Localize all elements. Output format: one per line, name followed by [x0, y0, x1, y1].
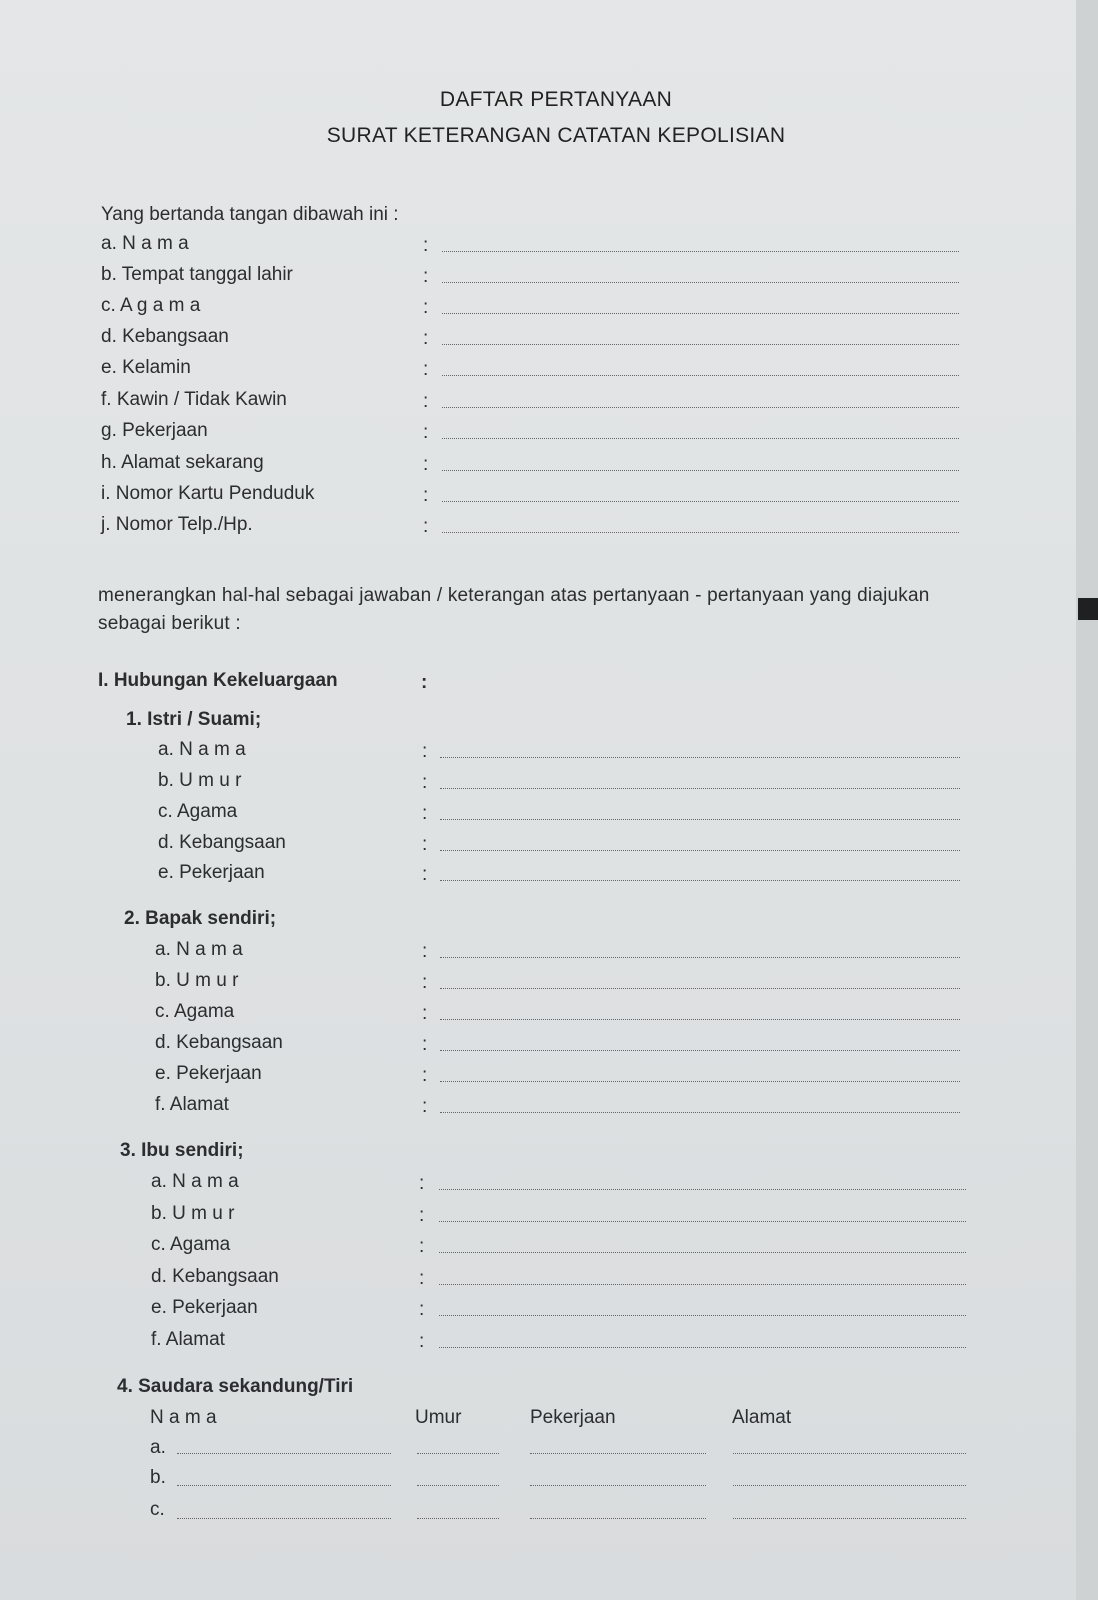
answer-line-alamat[interactable] [442, 470, 959, 471]
field-label: b. U m u r [151, 1203, 235, 1224]
field-colon: : [423, 359, 429, 380]
field-colon: : [422, 941, 428, 962]
sibling-row-label: c. [150, 1499, 165, 1520]
paper-edge-background [1076, 0, 1098, 1600]
form-subtitle: SURAT KETERANGAN CATATAN KEPOLISIAN [326, 124, 786, 147]
field-colon: : [422, 972, 428, 993]
answer-line-agama[interactable] [442, 313, 959, 314]
subsection-heading-father: 2. Bapak sendiri; [124, 908, 277, 929]
field-colon: : [419, 1173, 425, 1194]
field-label: d. Kebangsaan [158, 832, 286, 853]
field-label: e. Pekerjaan [158, 862, 265, 883]
field-label: h. Alamat sekarang [101, 452, 264, 473]
field-colon: : [419, 1299, 425, 1320]
field-label: c. Agama [151, 1234, 231, 1255]
field-colon: : [419, 1268, 425, 1289]
sibling-alamat-line[interactable] [733, 1453, 966, 1454]
answer-line[interactable] [439, 1284, 966, 1285]
answer-line-telp[interactable] [442, 532, 959, 533]
sibling-nama-line[interactable] [177, 1453, 391, 1454]
field-colon: : [422, 1096, 428, 1117]
field-label: a. N a m a [101, 233, 189, 254]
sibling-row-label: b. [150, 1467, 166, 1488]
sibling-alamat-line[interactable] [733, 1485, 966, 1486]
field-label: f. Alamat [155, 1094, 229, 1115]
field-colon: : [423, 235, 429, 256]
field-label: b. U m u r [158, 770, 242, 791]
field-label: i. Nomor Kartu Penduduk [101, 483, 315, 504]
subsection-heading-siblings: 4. Saudara sekandung/Tiri [117, 1376, 354, 1397]
sibling-pekerjaan-line[interactable] [530, 1485, 706, 1486]
field-colon: : [423, 516, 429, 537]
answer-line-kelamin[interactable] [442, 375, 959, 376]
field-label: e. Pekerjaan [151, 1297, 258, 1318]
sibling-nama-line[interactable] [177, 1485, 391, 1486]
sibling-row-label: a. [150, 1437, 166, 1458]
field-colon: : [422, 1003, 428, 1024]
field-colon: : [423, 266, 429, 287]
field-label: d. Kebangsaan [151, 1266, 279, 1287]
subsection-heading-spouse: 1. Istri / Suami; [126, 709, 262, 730]
answer-line[interactable] [440, 757, 960, 758]
field-colon: : [422, 741, 428, 762]
answer-line[interactable] [440, 1050, 960, 1051]
answer-line[interactable] [439, 1347, 966, 1348]
siblings-col-nama: N a m a [150, 1407, 217, 1428]
answer-line-ktp[interactable] [442, 501, 959, 502]
field-label: c. Agama [155, 1001, 235, 1022]
field-label: j. Nomor Telp./Hp. [101, 514, 253, 535]
answer-line[interactable] [440, 788, 960, 789]
answer-line[interactable] [439, 1315, 966, 1316]
answer-line[interactable] [440, 880, 960, 881]
field-label: f. Alamat [151, 1329, 225, 1350]
field-colon: : [422, 772, 428, 793]
field-label: b. Tempat tanggal lahir [101, 264, 293, 285]
field-label: d. Kebangsaan [155, 1032, 283, 1053]
subsection-heading-mother: 3. Ibu sendiri; [120, 1140, 244, 1161]
answer-line[interactable] [440, 1081, 960, 1082]
field-label: a. N a m a [151, 1171, 239, 1192]
answer-line-nama[interactable] [442, 251, 959, 252]
field-label: e. Pekerjaan [155, 1063, 262, 1084]
sibling-umur-line[interactable] [417, 1518, 499, 1519]
intro-text: Yang bertanda tangan dibawah ini : [101, 204, 399, 225]
binder-clip-mark [1078, 598, 1098, 620]
field-label: d. Kebangsaan [101, 326, 229, 347]
field-colon: : [419, 1236, 425, 1257]
answer-line[interactable] [440, 1019, 960, 1020]
field-colon: : [423, 328, 429, 349]
answer-line[interactable] [440, 957, 960, 958]
field-label: a. N a m a [155, 939, 243, 960]
answer-line[interactable] [439, 1252, 966, 1253]
field-colon: : [422, 864, 428, 885]
statement-paragraph: menerangkan hal-hal sebagai jawaban / keterangan atas pertanyaan - pertanyaan yang diajukan sebagai berikut : [98, 585, 930, 634]
field-colon: : [423, 391, 429, 412]
field-label: f. Kawin / Tidak Kawin [101, 389, 287, 410]
siblings-col-umur: Umur [415, 1407, 462, 1428]
answer-line[interactable] [440, 850, 960, 851]
sibling-pekerjaan-line[interactable] [530, 1453, 706, 1454]
siblings-col-alamat: Alamat [732, 1407, 792, 1428]
sibling-umur-line[interactable] [417, 1453, 499, 1454]
answer-line-kawin[interactable] [442, 407, 959, 408]
answer-line-tempat-tanggal-lahir[interactable] [442, 282, 959, 283]
answer-line-pekerjaan[interactable] [442, 438, 959, 439]
section-heading-hubungan: I. Hubungan Kekeluargaan [98, 670, 338, 691]
field-label: g. Pekerjaan [101, 420, 208, 441]
sibling-pekerjaan-line[interactable] [530, 1518, 706, 1519]
field-colon: : [419, 1331, 425, 1352]
sibling-alamat-line[interactable] [733, 1518, 966, 1519]
answer-line[interactable] [440, 988, 960, 989]
field-colon: : [423, 485, 429, 506]
section-colon: : [421, 672, 428, 693]
form-title: DAFTAR PERTANYAAN [439, 88, 673, 111]
answer-line[interactable] [440, 1112, 960, 1113]
siblings-col-pekerjaan: Pekerjaan [530, 1407, 616, 1428]
answer-line[interactable] [440, 819, 960, 820]
field-label: b. U m u r [155, 970, 239, 991]
field-label: e. Kelamin [101, 357, 191, 378]
field-colon: : [422, 1065, 428, 1086]
answer-line[interactable] [439, 1189, 966, 1190]
answer-line[interactable] [439, 1221, 966, 1222]
field-colon: : [419, 1205, 425, 1226]
field-colon: : [423, 454, 429, 475]
field-colon: : [423, 422, 429, 443]
answer-line-kebangsaan[interactable] [442, 344, 959, 345]
field-colon: : [422, 1034, 428, 1055]
field-colon: : [423, 297, 429, 318]
field-colon: : [422, 834, 428, 855]
sibling-umur-line[interactable] [417, 1485, 499, 1486]
field-label: a. N a m a [158, 739, 246, 760]
field-label: c. Agama [158, 801, 238, 822]
field-label: c. A g a m a [101, 295, 201, 316]
field-colon: : [422, 803, 428, 824]
sibling-nama-line[interactable] [177, 1518, 391, 1519]
